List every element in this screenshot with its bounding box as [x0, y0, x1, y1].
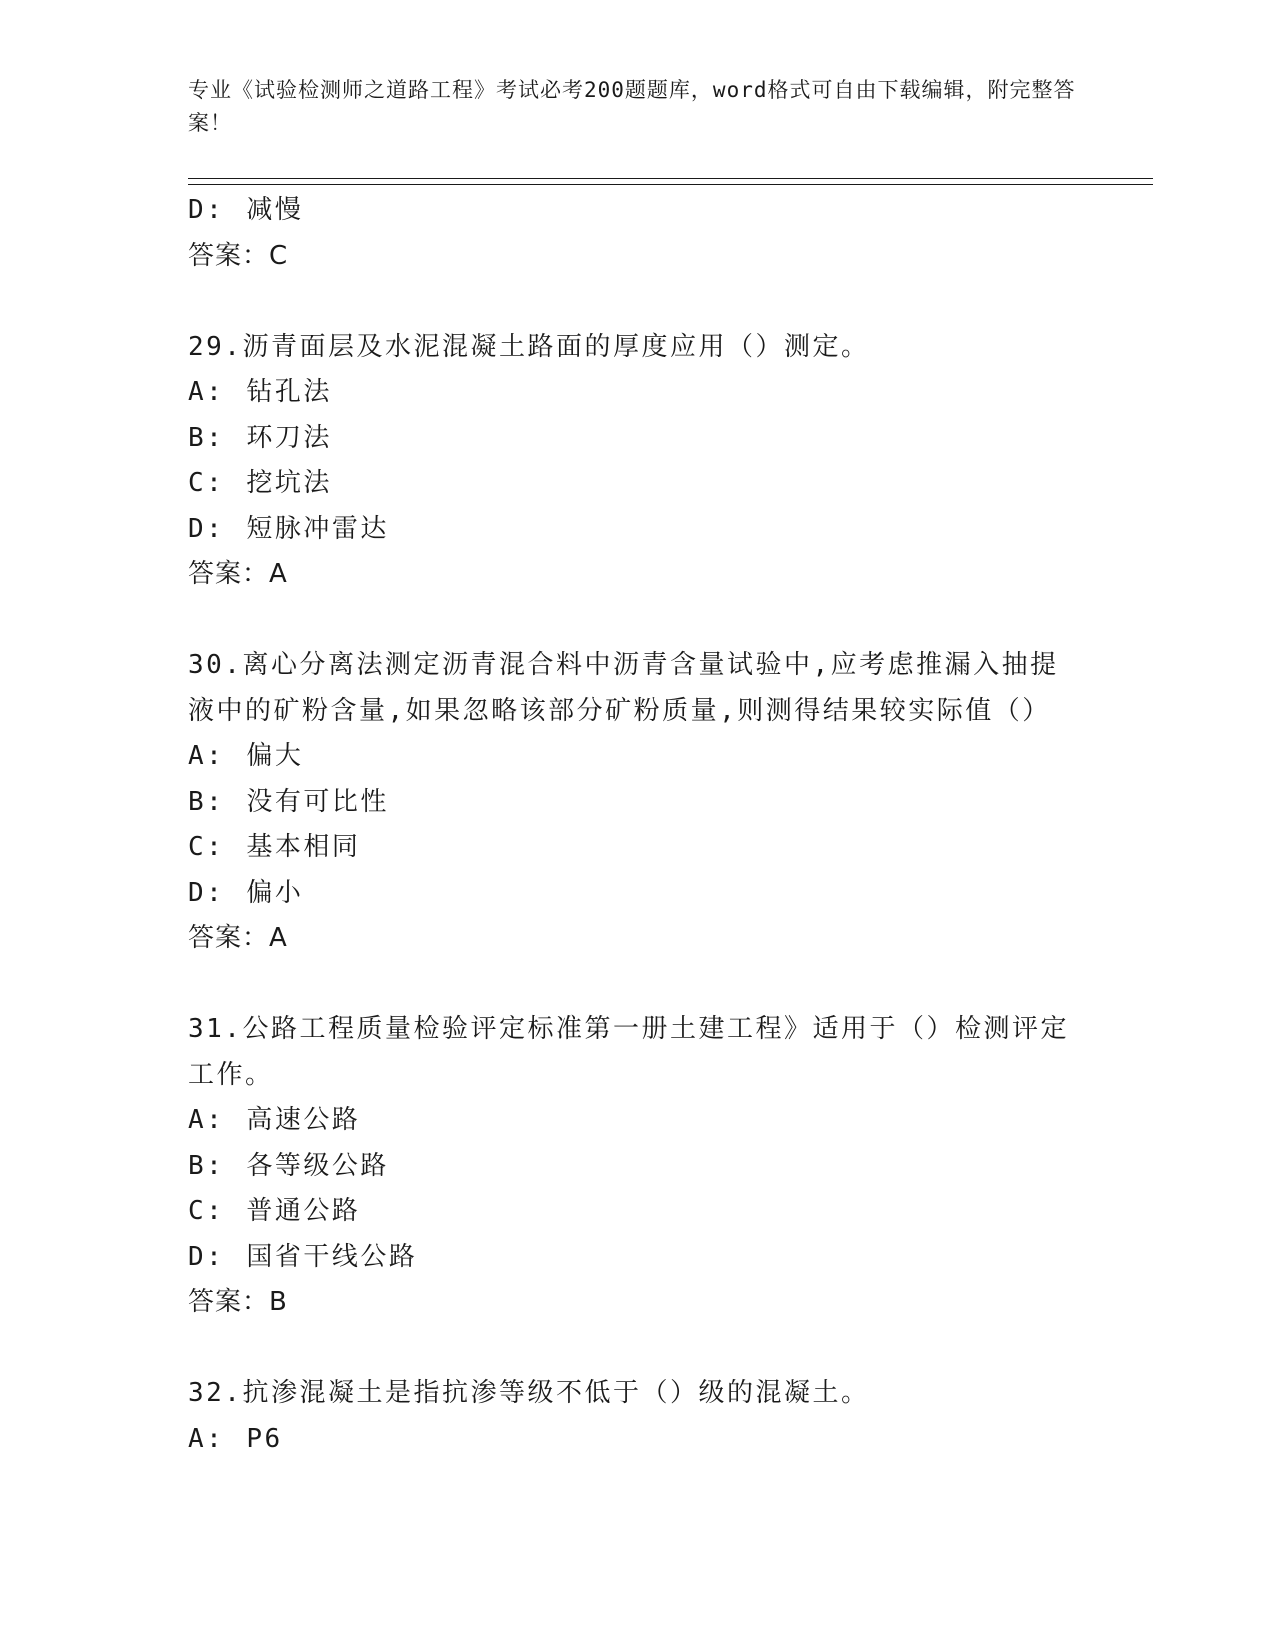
option-a: A: 高速公路: [188, 1105, 361, 1135]
question-content: [188, 188, 1088, 1462]
header-rule-bottom: [188, 184, 1153, 185]
question-32: [188, 1371, 1088, 1462]
answer-line: 答案：A: [188, 923, 288, 953]
option-d: D: 减慢: [188, 195, 304, 225]
question-31: [188, 1007, 1088, 1326]
option-c: C: 基本相同: [188, 832, 361, 862]
option-b: B: 各等级公路: [188, 1150, 389, 1181]
answer-line: 答案：C: [188, 240, 289, 271]
answer-line: 答案：A: [188, 559, 288, 589]
previous-question-fragment: [188, 188, 1088, 279]
option-a: A: P6: [188, 1423, 283, 1454]
option-a: A: 偏大: [188, 741, 304, 771]
question-stem: 31.公路工程质量检验评定标准第一册土建工程》适用于（）检测评定 工作。: [188, 1014, 1069, 1090]
question-stem: 29.沥青面层及水泥混凝土路面的厚度应用（）测定。: [188, 331, 870, 362]
question-stem: 32.抗渗混凝土是指抗渗等级不低于（）级的混凝土。: [188, 1378, 870, 1408]
option-c: C: 普通公路: [188, 1196, 361, 1226]
option-b: B: 环刀法: [188, 422, 332, 453]
option-d: D: 短脉冲雷达: [188, 513, 389, 544]
question-30: [188, 643, 1088, 962]
answer-line: 答案：B: [188, 1287, 288, 1317]
header-rule-top: [188, 178, 1153, 179]
option-b: B: 没有可比性: [188, 786, 389, 817]
question-29: [188, 325, 1088, 598]
option-d: D: 偏小: [188, 877, 304, 908]
option-a: A: 钻孔法: [188, 377, 332, 407]
question-stem: 30.离心分离法测定沥青混合料中沥青含量试验中,应考虑推漏入抽提 液中的矿粉含量,如果忽略该部分矿粉质量,则测得结果较实际值（）: [188, 650, 1059, 726]
header-note: 专业《试验检测师之道路工程》考试必考200题题库，word格式可自由下载编辑，附完整答案！: [188, 78, 1076, 135]
option-d: D: 国省干线公路: [188, 1241, 418, 1272]
option-c: C: 挖坑法: [188, 468, 332, 498]
